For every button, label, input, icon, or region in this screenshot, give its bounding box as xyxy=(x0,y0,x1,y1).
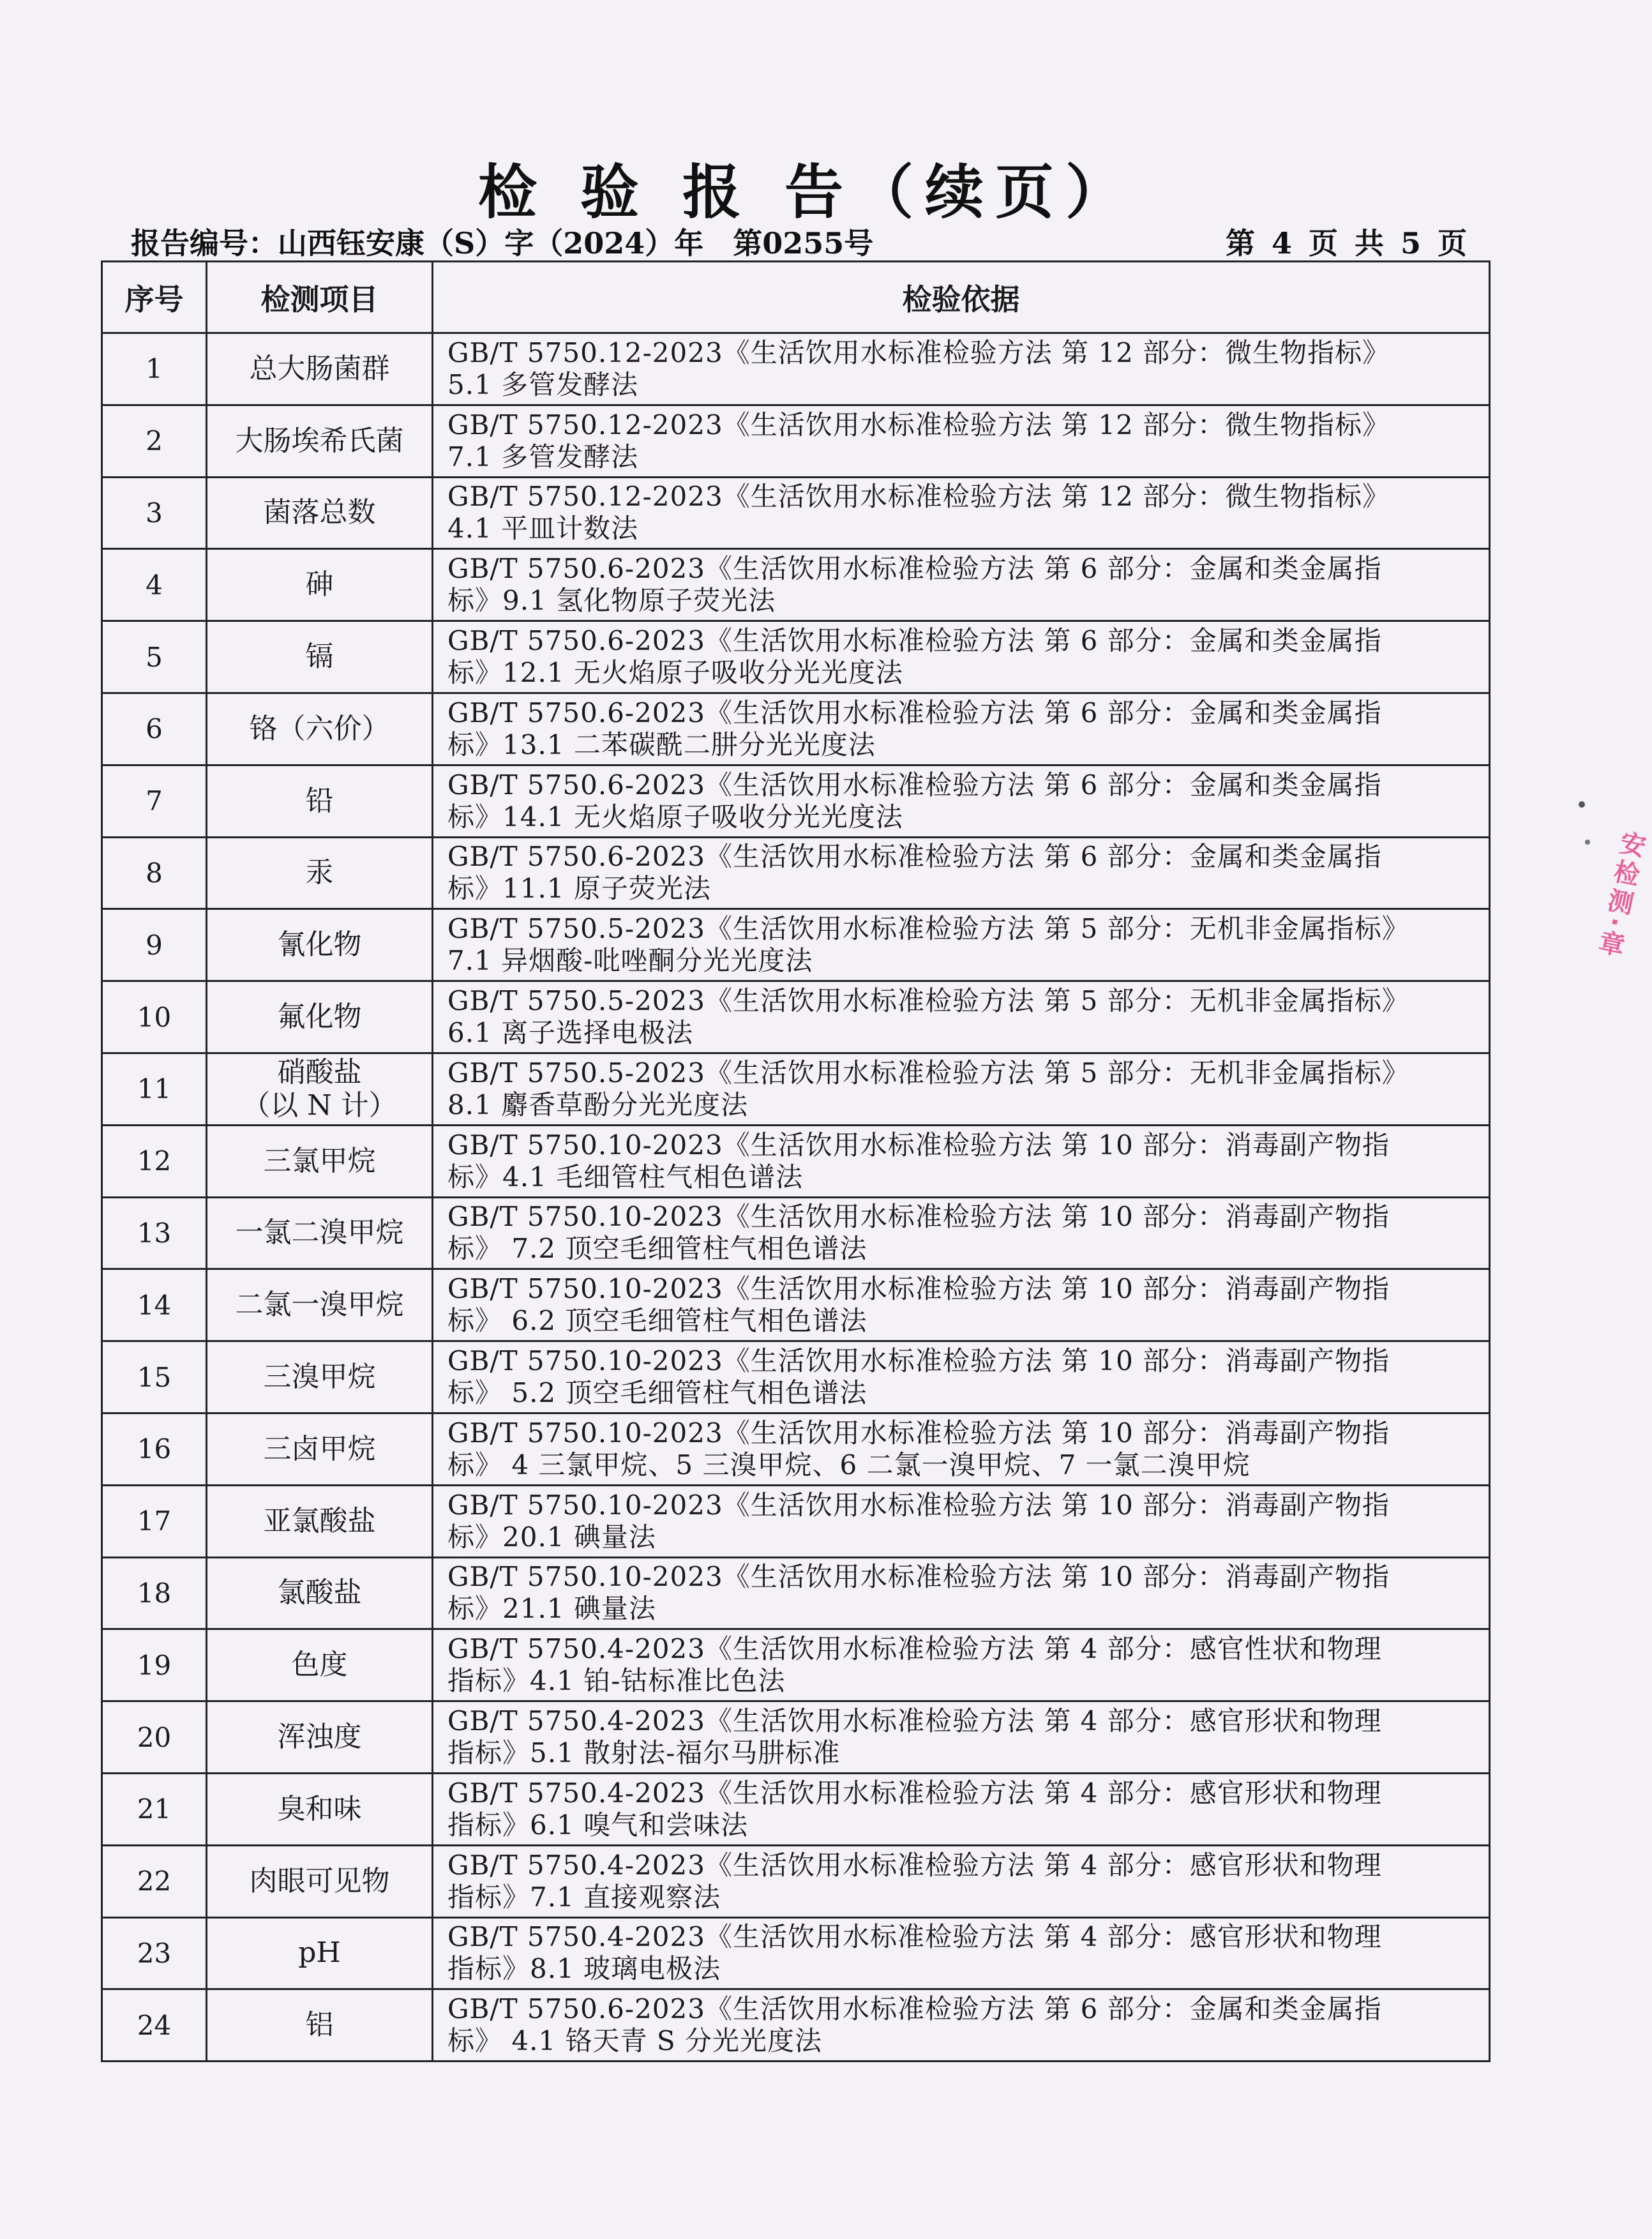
basis-line-2: 标》9.1 氢化物原子荧光法 xyxy=(447,585,776,617)
test-item-name: 肉眼可见物 xyxy=(249,1864,390,1897)
row-serial-no: 22 xyxy=(102,1845,207,1917)
basis-line-1: GB/T 5750.10-2023《生活饮用水标准检验方法 第 10 部分：消毒副产物指 xyxy=(447,1129,1390,1161)
report-number: 报告编号：山西钰安康（S）字（2024）年 第0255号 xyxy=(131,226,874,260)
row-test-item xyxy=(207,333,433,405)
basis-line-2: 标》12.1 无火焰原子吸收分光光度法 xyxy=(447,657,903,689)
seal-stamp: 安检测·章 xyxy=(1592,827,1648,963)
row-serial-no: 16 xyxy=(102,1413,207,1485)
row-basis xyxy=(433,1485,1490,1557)
test-item-name: 三氯甲烷 xyxy=(263,1144,376,1177)
basis-line-1: GB/T 5750.10-2023《生活饮用水标准检验方法 第 10 部分：消毒副产物指 xyxy=(447,1273,1390,1305)
row-serial-no: 18 xyxy=(102,1557,207,1629)
basis-line-2: 标》4.1 毛细管柱气相色谱法 xyxy=(447,1161,804,1193)
test-item-name: 镉 xyxy=(305,640,334,674)
basis-line-2: 标》 7.2 顶空毛细管柱气相色谱法 xyxy=(447,1233,867,1265)
test-item-name: 总大肠菌群 xyxy=(249,352,390,385)
basis-line-2: 标》14.1 无火焰原子吸收分光光度法 xyxy=(447,801,903,833)
basis-line-1: GB/T 5750.5-2023《生活饮用水标准检验方法 第 5 部分：无机非金属指标》 xyxy=(447,1057,1409,1089)
test-item-name: 亚氯酸盐 xyxy=(263,1504,376,1537)
row-test-item xyxy=(207,1701,433,1774)
basis-line-2: 6.1 离子选择电极法 xyxy=(447,1017,694,1049)
row-test-item xyxy=(207,477,433,549)
row-serial-no: 15 xyxy=(102,1341,207,1414)
test-item-name: 氯酸盐 xyxy=(277,1576,362,1610)
row-basis xyxy=(433,1269,1490,1341)
test-item-name: 色度 xyxy=(291,1648,348,1682)
basis-line-1: GB/T 5750.10-2023《生活饮用水标准检验方法 第 10 部分：消毒副产物指 xyxy=(447,1417,1390,1449)
row-serial-no: 21 xyxy=(102,1773,207,1845)
header-basis: 检验依据 xyxy=(433,262,1490,333)
table-row xyxy=(102,1485,1490,1557)
row-basis xyxy=(433,1557,1490,1629)
row-serial-no: 14 xyxy=(102,1269,207,1341)
row-test-item xyxy=(207,1125,433,1197)
basis-line-1: GB/T 5750.10-2023《生活饮用水标准检验方法 第 10 部分：消毒副产物指 xyxy=(447,1201,1390,1233)
basis-line-1: GB/T 5750.10-2023《生活饮用水标准检验方法 第 10 部分：消毒副产物指 xyxy=(447,1561,1390,1593)
basis-line-1: GB/T 5750.4-2023《生活饮用水标准检验方法 第 4 部分：感官形状和物理 xyxy=(447,1849,1382,1881)
row-serial-no: 7 xyxy=(102,765,207,837)
row-test-item xyxy=(207,693,433,765)
row-basis xyxy=(433,909,1490,981)
row-basis xyxy=(433,1917,1490,1989)
row-basis xyxy=(433,837,1490,909)
table-header-row xyxy=(102,262,1490,333)
basis-line-1: GB/T 5750.6-2023《生活饮用水标准检验方法 第 6 部分：金属和类金属指 xyxy=(447,841,1382,873)
table-body xyxy=(102,333,1490,2062)
row-basis xyxy=(433,405,1490,477)
basis-line-1: GB/T 5750.5-2023《生活饮用水标准检验方法 第 5 部分：无机非金属指标》 xyxy=(447,913,1409,945)
basis-line-1: GB/T 5750.12-2023《生活饮用水标准检验方法 第 12 部分：微生物指标》 xyxy=(447,409,1390,441)
test-item-name: 铅 xyxy=(305,784,334,817)
row-basis xyxy=(433,981,1490,1053)
test-item-name: 一氯二溴甲烷 xyxy=(235,1216,404,1249)
table-row xyxy=(102,1197,1490,1269)
test-item-name: 臭和味 xyxy=(277,1792,362,1825)
basis-line-1: GB/T 5750.6-2023《生活饮用水标准检验方法 第 6 部分：金属和类金属指 xyxy=(447,697,1382,728)
basis-line-2: 指标》8.1 玻璃电极法 xyxy=(447,1953,721,1985)
basis-line-2: 标》 6.2 顶空毛细管柱气相色谱法 xyxy=(447,1305,867,1337)
row-test-item xyxy=(207,1629,433,1701)
table-row xyxy=(102,621,1490,693)
basis-line-1: GB/T 5750.6-2023《生活饮用水标准检验方法 第 6 部分：金属和类金属指 xyxy=(447,625,1382,657)
row-test-item xyxy=(207,1269,433,1341)
test-item-name: 浑浊度 xyxy=(277,1721,362,1754)
test-item-name: 氟化物 xyxy=(277,1000,362,1034)
basis-line-2: 标》20.1 碘量法 xyxy=(447,1521,656,1553)
table-row xyxy=(102,1629,1490,1701)
row-serial-no: 6 xyxy=(102,693,207,765)
basis-line-2: 标》21.1 碘量法 xyxy=(447,1593,656,1625)
test-item-name: 铬（六价） xyxy=(249,712,390,745)
table-row xyxy=(102,693,1490,765)
row-test-item xyxy=(207,1413,433,1485)
row-basis xyxy=(433,1773,1490,1845)
test-item-name: 砷 xyxy=(305,568,334,601)
row-basis xyxy=(433,693,1490,765)
basis-line-2: 标》 4 三氯甲烷、5 三溴甲烷、6 二氯一溴甲烷、7 一氯二溴甲烷 xyxy=(447,1449,1250,1481)
basis-line-2: 标》 4.1 铬天青 S 分光光度法 xyxy=(447,2025,822,2057)
row-test-item xyxy=(207,1197,433,1269)
basis-line-2: 指标》7.1 直接观察法 xyxy=(447,1881,721,1913)
page-title: 检 验 报 告（续页） xyxy=(477,158,1136,227)
test-item-name: 二氯一溴甲烷 xyxy=(235,1288,404,1322)
scan-mark xyxy=(1579,801,1585,808)
test-item-note: （以 N 计） xyxy=(242,1089,397,1122)
table-row xyxy=(102,1341,1490,1414)
row-serial-no: 24 xyxy=(102,1989,207,2062)
page-info: 第 4 页 共 5 页 xyxy=(1226,226,1468,260)
test-item-name: 汞 xyxy=(305,856,334,889)
test-item-name: 硝酸盐 xyxy=(277,1055,362,1089)
table-row xyxy=(102,765,1490,837)
test-item-name: 铝 xyxy=(305,2009,334,2042)
test-item-name: 三卤甲烷 xyxy=(263,1432,376,1465)
table-row xyxy=(102,549,1490,621)
basis-line-1: GB/T 5750.6-2023《生活饮用水标准检验方法 第 6 部分：金属和类金属指 xyxy=(447,553,1382,585)
table-row xyxy=(102,909,1490,981)
basis-line-2: 指标》6.1 嗅气和尝味法 xyxy=(447,1809,749,1841)
row-basis xyxy=(433,333,1490,405)
basis-line-2: 标》11.1 原子荧光法 xyxy=(447,873,711,905)
table-row xyxy=(102,333,1490,405)
table-row xyxy=(102,1125,1490,1197)
table-row xyxy=(102,1557,1490,1629)
basis-line-1: GB/T 5750.10-2023《生活饮用水标准检验方法 第 10 部分：消毒副产物指 xyxy=(447,1345,1390,1377)
basis-line-2: 标》13.1 二苯碳酰二肼分光光度法 xyxy=(447,728,876,760)
basis-line-2: 5.1 多管发酵法 xyxy=(447,368,639,400)
test-item-name: 三溴甲烷 xyxy=(263,1361,376,1394)
basis-line-2: 7.1 异烟酸-吡唑酮分光光度法 xyxy=(447,945,813,977)
row-basis xyxy=(433,1701,1490,1774)
test-item-name: pH xyxy=(298,1936,341,1970)
row-basis xyxy=(433,1125,1490,1197)
basis-line-1: GB/T 5750.4-2023《生活饮用水标准检验方法 第 4 部分：感官形状和物理 xyxy=(447,1921,1382,1953)
test-item-name: 氰化物 xyxy=(277,928,362,961)
row-test-item xyxy=(207,621,433,693)
row-basis xyxy=(433,477,1490,549)
basis-line-2: 7.1 多管发酵法 xyxy=(447,441,639,472)
row-basis xyxy=(433,1629,1490,1701)
table-row xyxy=(102,837,1490,909)
row-test-item xyxy=(207,405,433,477)
header-test-item: 检测项目 xyxy=(207,262,433,333)
row-test-item xyxy=(207,909,433,981)
basis-line-1: GB/T 5750.10-2023《生活饮用水标准检验方法 第 10 部分：消毒副产物指 xyxy=(447,1489,1390,1521)
row-test-item xyxy=(207,1557,433,1629)
table-row xyxy=(102,477,1490,549)
row-serial-no: 10 xyxy=(102,981,207,1053)
row-serial-no: 8 xyxy=(102,837,207,909)
row-serial-no: 12 xyxy=(102,1125,207,1197)
basis-line-1: GB/T 5750.12-2023《生活饮用水标准检验方法 第 12 部分：微生物指标》 xyxy=(447,336,1390,368)
row-basis xyxy=(433,1197,1490,1269)
row-serial-no: 1 xyxy=(102,333,207,405)
row-test-item xyxy=(207,1989,433,2062)
basis-line-1: GB/T 5750.6-2023《生活饮用水标准检验方法 第 6 部分：金属和类金属指 xyxy=(447,769,1382,801)
basis-line-1: GB/T 5750.4-2023《生活饮用水标准检验方法 第 4 部分：感官形状和物理 xyxy=(447,1777,1382,1809)
row-basis xyxy=(433,765,1490,837)
table-row xyxy=(102,1773,1490,1845)
row-test-item xyxy=(207,1485,433,1557)
row-test-item xyxy=(207,981,433,1053)
basis-line-2: 4.1 平皿计数法 xyxy=(447,513,639,545)
table-row xyxy=(102,981,1490,1053)
row-serial-no: 3 xyxy=(102,477,207,549)
row-basis xyxy=(433,1053,1490,1125)
table-row xyxy=(102,1989,1490,2062)
inspection-basis-table xyxy=(101,260,1491,2062)
test-item-name: 菌落总数 xyxy=(263,496,376,529)
row-basis xyxy=(433,549,1490,621)
row-serial-no: 19 xyxy=(102,1629,207,1701)
row-test-item xyxy=(207,837,433,909)
row-serial-no: 9 xyxy=(102,909,207,981)
row-basis xyxy=(433,1413,1490,1485)
row-basis xyxy=(433,1845,1490,1917)
table-row xyxy=(102,1053,1490,1125)
table-row xyxy=(102,1413,1490,1485)
basis-line-1: GB/T 5750.4-2023《生活饮用水标准检验方法 第 4 部分：感官形状和物理 xyxy=(447,1705,1382,1737)
row-test-item xyxy=(207,1773,433,1845)
basis-line-1: GB/T 5750.5-2023《生活饮用水标准检验方法 第 5 部分：无机非金属指标》 xyxy=(447,985,1409,1017)
basis-line-2: 指标》5.1 散射法-福尔马肼标准 xyxy=(447,1737,841,1769)
row-test-item xyxy=(207,1341,433,1414)
basis-line-1: GB/T 5750.6-2023《生活饮用水标准检验方法 第 6 部分：金属和类金属指 xyxy=(447,1993,1382,2025)
row-serial-no: 11 xyxy=(102,1053,207,1125)
row-serial-no: 2 xyxy=(102,405,207,477)
row-serial-no: 5 xyxy=(102,621,207,693)
row-test-item xyxy=(207,1053,433,1125)
table-row xyxy=(102,1269,1490,1341)
row-basis xyxy=(433,1341,1490,1414)
basis-line-1: GB/T 5750.4-2023《生活饮用水标准检验方法 第 4 部分：感官性状和物理 xyxy=(447,1633,1382,1665)
basis-line-2: 8.1 麝香草酚分光光度法 xyxy=(447,1089,749,1120)
table-row xyxy=(102,1917,1490,1989)
row-test-item xyxy=(207,1917,433,1989)
header-serial-no: 序号 xyxy=(102,262,207,333)
row-serial-no: 4 xyxy=(102,549,207,621)
table-row xyxy=(102,1845,1490,1917)
basis-line-2: 指标》4.1 铂-钴标准比色法 xyxy=(447,1665,786,1697)
row-serial-no: 13 xyxy=(102,1197,207,1269)
row-basis xyxy=(433,1989,1490,2062)
row-basis xyxy=(433,621,1490,693)
row-serial-no: 17 xyxy=(102,1485,207,1557)
table-row xyxy=(102,1701,1490,1774)
basis-line-2: 标》 5.2 顶空毛细管柱气相色谱法 xyxy=(447,1377,867,1409)
basis-line-1: GB/T 5750.12-2023《生活饮用水标准检验方法 第 12 部分：微生物指标》 xyxy=(447,481,1390,513)
table-row xyxy=(102,405,1490,477)
row-test-item xyxy=(207,1845,433,1917)
row-serial-no: 23 xyxy=(102,1917,207,1989)
test-item-name: 大肠埃希氏菌 xyxy=(235,424,404,457)
row-test-item xyxy=(207,765,433,837)
row-test-item xyxy=(207,549,433,621)
row-serial-no: 20 xyxy=(102,1701,207,1774)
